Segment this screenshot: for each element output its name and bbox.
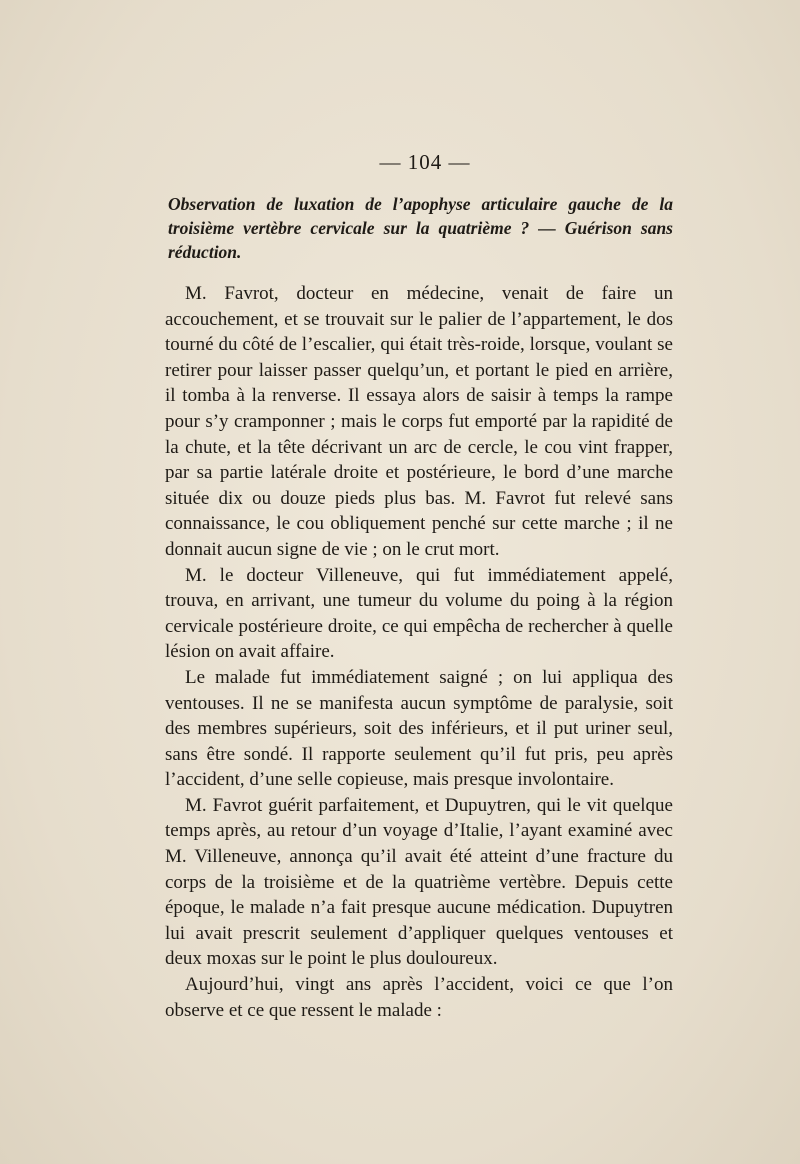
- body-text: [165, 281, 673, 1023]
- paragraph: Aujourd’hui, vingt ans après l’accident, voici ce que l’on observe et ce que ressent le malade :: [165, 974, 673, 1021]
- page-number: — 104 —: [379, 150, 471, 174]
- paragraph: M. le docteur Villeneuve, qui fut immédiatement appelé, trouva, en arrivant, une tumeur du volume du poing à la région cervicale postérieure droite, ce qui empêcha de rechercher à quelle lésion on avait affaire.: [165, 564, 673, 663]
- section-heading: Observation de luxation de l’apophyse articulaire gauche de la troisième vertèbre cervicale sur la quatrième ? — Guérison sans réduction.: [168, 194, 673, 262]
- paragraph: Le malade fut immédiatement saigné ; on lui appliqua des ventouses. Il ne se manifesta aucun symptôme de paralysie, soit des membres supérieurs, soit des inférieurs, et il put uriner seul, sans être sondé. Il rapporte seulement qu’il fut pris, peu après l’accident, d’une selle copieuse, mais presque involontaire.: [165, 666, 673, 791]
- paragraph: M. Favrot guérit parfaitement, et Dupuytren, qui le vit quelque temps après, au retour d’un voyage d’Italie, l’ayant examiné avec M. Villeneuve, annonça qu’il avait été atteint d’une fracture du corps de la troisième et de la quatrième vertèbre. Depuis cette époque, le malade n’a fait presque aucune médication. Dupuytren lui avait prescrit seulement d’appliquer quelques ventouses et deux moxas sur le point le plus douloureux.: [165, 794, 673, 970]
- paragraph: M. Favrot, docteur en médecine, venait de faire un accouchement, et se trouvait sur le palier de l’appartement, le dos tourné du côté de l’escalier, qui était très-roide, lorsque, voulant se retirer pour laisser passer quelqu’un, et portant le pied en arrière, il tomba à la renverse. Il essaya alors de saisir à temps la rampe pour s’y cramponner ; mais le corps fut emporté par la rapidité de la chute, et la tête décrivant un arc de cercle, le cou vint frapper, par sa partie latérale droite et postérieure, le bord d’une marche située dix ou douze pieds plus bas. M. Favrot fut relevé sans connaissance, le cou obliquement penché sur cette marche ; il ne donnait aucun signe de vie ; on le crut mort.: [165, 283, 673, 560]
